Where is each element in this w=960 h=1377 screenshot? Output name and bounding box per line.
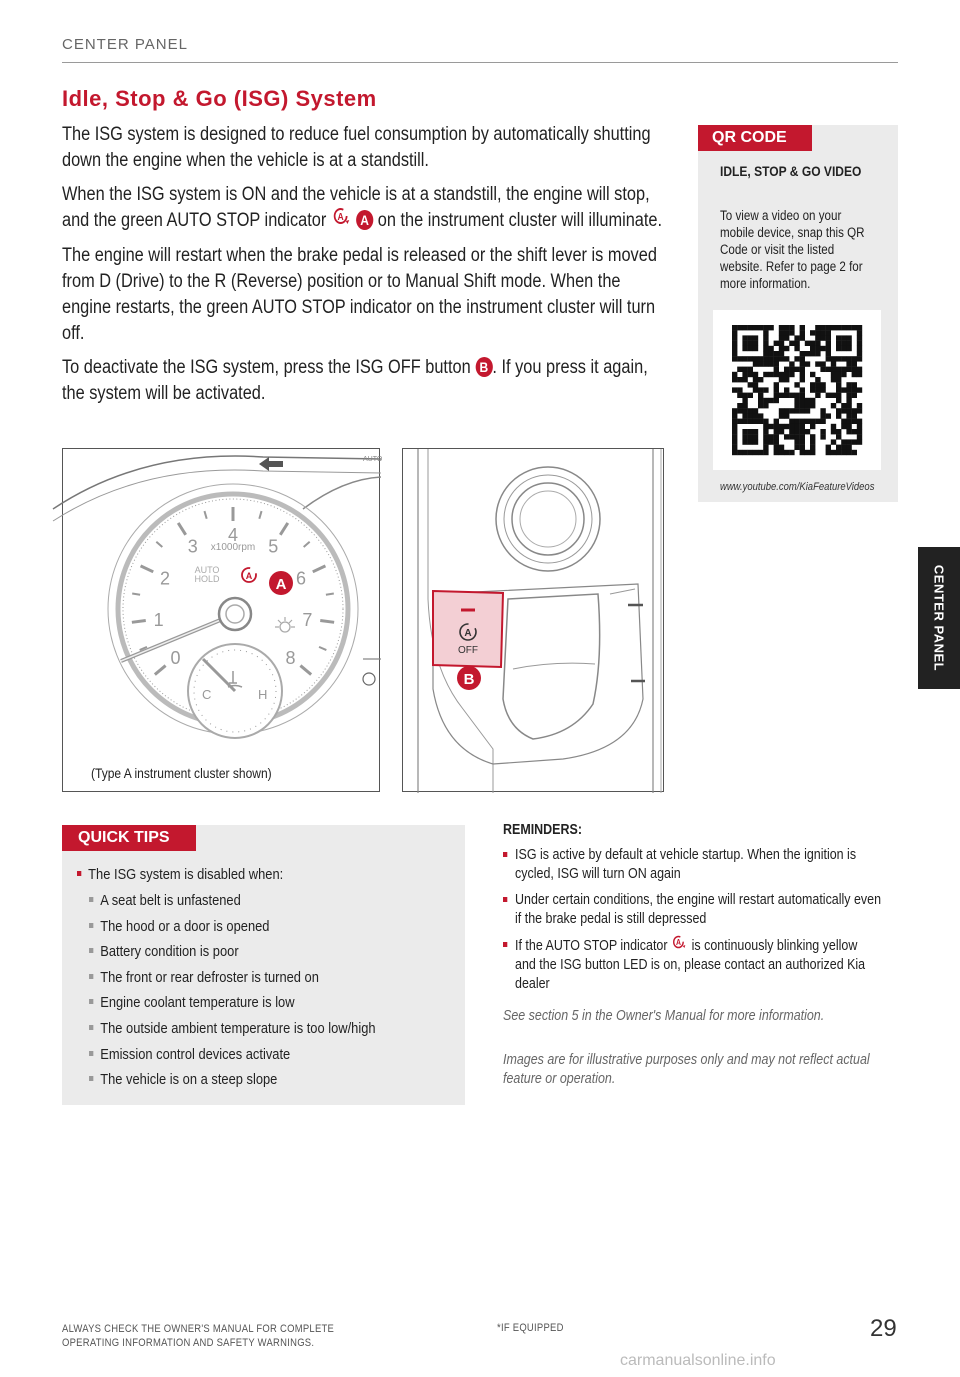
tach-label-8: 8 [285,648,296,669]
see-section-note: See section 5 in the Owner's Manual for more information. [503,1008,825,1024]
footer-warning-line-1: ALWAYS CHECK THE OWNER'S MANUAL FOR COMPLETE [62,1323,335,1335]
auto-hold-line-1: AUTO [194,565,220,575]
intro-p2-before: When the ISG system is ON and the vehicle is at a standstill, the engine will stop, and the green AUTO STOP indicator [62,184,650,231]
reminder-text: ISG is active by default at vehicle startup. When the ignition is cycled, ISG will turn ON again [515,847,857,882]
auto-stop-indicator-icon [242,568,256,582]
tach-tick [259,511,261,519]
quick-tip-main-text: The ISG system is disabled when: [88,866,284,883]
intro-p4-before: To deactivate the ISG system, press the ISG OFF button [62,357,471,378]
reminder-text-continued: is continuously blinking yellow and the ISG button LED is on, please contact an authorized Kia dealer [515,938,866,992]
page-title: Idle, Stop & Go (ISG) System [62,86,377,111]
page-number: 29 [870,1315,897,1342]
intro-text [62,122,664,415]
bullet-icon [89,1051,93,1056]
tach-tick [178,523,186,535]
tach-tick [326,593,334,594]
isg-button-image [402,448,664,792]
quick-tip-item-text: The outside ambient temperature is too low/high [100,1019,376,1037]
bullet-icon [89,1076,93,1081]
isg-off-button[interactable] [433,591,503,667]
bullet-icon [89,1025,93,1030]
tach-tick [141,566,154,572]
intro-paragraph-4 [62,355,664,407]
bullet-icon [503,942,507,947]
watermark: carmanualsonline.info [620,1352,776,1369]
quick-tip-item [77,891,412,911]
quick-tips-panel [62,825,465,1105]
tach-tick [132,620,146,622]
header-divider [62,62,898,63]
lamp-icon [363,673,375,685]
quick-tip-item [77,1019,412,1039]
quick-tip-item-text: Engine coolant temperature is low [100,994,295,1012]
svg-text:A: A [464,628,472,639]
quick-tip-item [77,993,412,1013]
bullet-icon [89,974,93,979]
drive-mode-knob [496,467,600,571]
reminder-text: Under certain conditions, the engine will restart automatically even if the brake pedal is still depressed [515,892,882,927]
qr-code-tag: QR CODE [698,125,812,151]
quick-tip-item [77,1070,412,1090]
reminder-item [503,936,881,994]
qr-title: IDLE, STOP & GO VIDEO [720,163,862,179]
bullet-icon [77,871,81,876]
tach-tick [204,511,206,519]
turn-signal-icon [259,457,283,471]
quick-tip-item-text: A seat belt is unfastened [100,892,241,909]
quick-tip-item [77,968,412,988]
callout-b-label: B [463,671,475,688]
intro-p4-after: . If you press it again, the system will be activated. [62,357,648,404]
quick-tip-item [77,942,412,962]
reminder-text: If the AUTO STOP indicator [515,938,668,954]
tach-label-5: 5 [268,536,279,557]
intro-p2-after: on the instrument cluster will illuminate. [377,210,663,231]
tach-label-6: 6 [295,568,306,589]
svg-text:A: A [676,937,682,948]
auto-hold-line-2: HOLD [194,574,220,584]
tach-tick [155,666,166,675]
bullet-icon [503,897,507,902]
qr-code-image[interactable] [713,310,881,470]
quick-tip-main [77,865,412,885]
tach-label-2: 2 [160,568,171,589]
tach-tick [319,647,326,650]
qr-code-panel [698,125,898,502]
reminders-section [503,822,881,1001]
footer-warning [62,1322,334,1350]
quick-tip-item-text: The hood or a door is opened [100,917,270,935]
quick-tip-item-text: The front or rear defroster is turned on [100,968,319,986]
reminder-item [503,846,881,884]
bullet-icon [89,923,93,928]
footer-if-equipped: *IF EQUIPPED [497,1322,564,1334]
qr-url-link[interactable]: www.youtube.com/KiaFeatureVideos [720,481,875,493]
tach-label-1: 1 [153,609,164,630]
intro-paragraph-3: The engine will restart when the brake pedal is released or the shift lever is moved from D (Drive) to the R (Reverse) position or to Manual Shift mode. When the engine restarts, the green AUTO STOP indicator on the instrument cluster will turn off. [62,245,657,344]
quick-tips-list [77,865,412,1096]
intro-paragraph-1: The ISG system is designed to reduce fuel consumption by automatically shutting down the engine when the vehicle is at a standstill. [62,124,651,171]
tach-label-0: 0 [170,648,181,669]
footer-warning-line-2: OPERATING INFORMATION AND SAFETY WARNINGS. [62,1337,315,1349]
quick-tip-item-text: The vehicle is on a steep slope [100,1071,278,1089]
auto-stop-indicator-icon [331,207,352,234]
callout-a-label: A [275,576,287,593]
auto-stop-indicator-icon [671,935,688,954]
svg-text:A: A [337,211,344,223]
instrument-cluster-image [62,448,383,792]
bullet-icon [503,852,507,857]
side-section-tab[interactable] [918,547,960,689]
reminder-item [503,891,881,929]
cluster-caption: (Type A instrument cluster shown) [91,765,272,781]
callout-a: A [356,210,373,230]
tach-label-3: 3 [187,536,198,557]
disclaimer-note: Images are for illustrative purposes only and may not reflect actual feature or operation. [503,1052,870,1087]
callout-b: B [475,357,492,377]
svg-text:A: A [245,571,253,581]
tach-label-4: 4 [227,525,239,545]
warning-lamp-icon [275,617,295,632]
quick-tip-item-text: Battery condition is poor [100,943,239,961]
quick-tip-item-text: Emission control devices activate [100,1045,291,1063]
temp-hot-label: H [258,687,268,702]
bullet-icon [89,948,93,953]
tach-tick [280,523,288,535]
quick-tip-item [77,1045,412,1065]
rpm-unit-label: x1000rpm [210,542,256,553]
tach-tick [156,542,162,547]
reminders-title: REMINDERS: [503,822,582,838]
temp-cold-label: C [202,687,212,702]
section-header: CENTER PANEL [62,36,188,53]
isg-off-label: OFF [458,645,478,656]
tach-tick [320,620,334,622]
tach-tick [132,593,140,594]
cluster-corner-label: AUTO [363,456,383,463]
quick-tip-item [77,917,412,937]
qr-description: To view a video on your mobile device, snap this QR Code or visit the listed website. Refer to page 2 for more information. [720,208,865,291]
tach-tick [300,666,311,675]
side-tab-label: CENTER PANEL [931,564,947,672]
tach-label-7: 7 [302,609,313,630]
quick-tips-tag: QUICK TIPS [62,825,196,851]
tach-tick [313,566,326,572]
tach-tick [304,542,310,547]
intro-paragraph-2 [62,182,664,235]
bullet-icon [89,999,93,1004]
bullet-icon [89,897,93,902]
